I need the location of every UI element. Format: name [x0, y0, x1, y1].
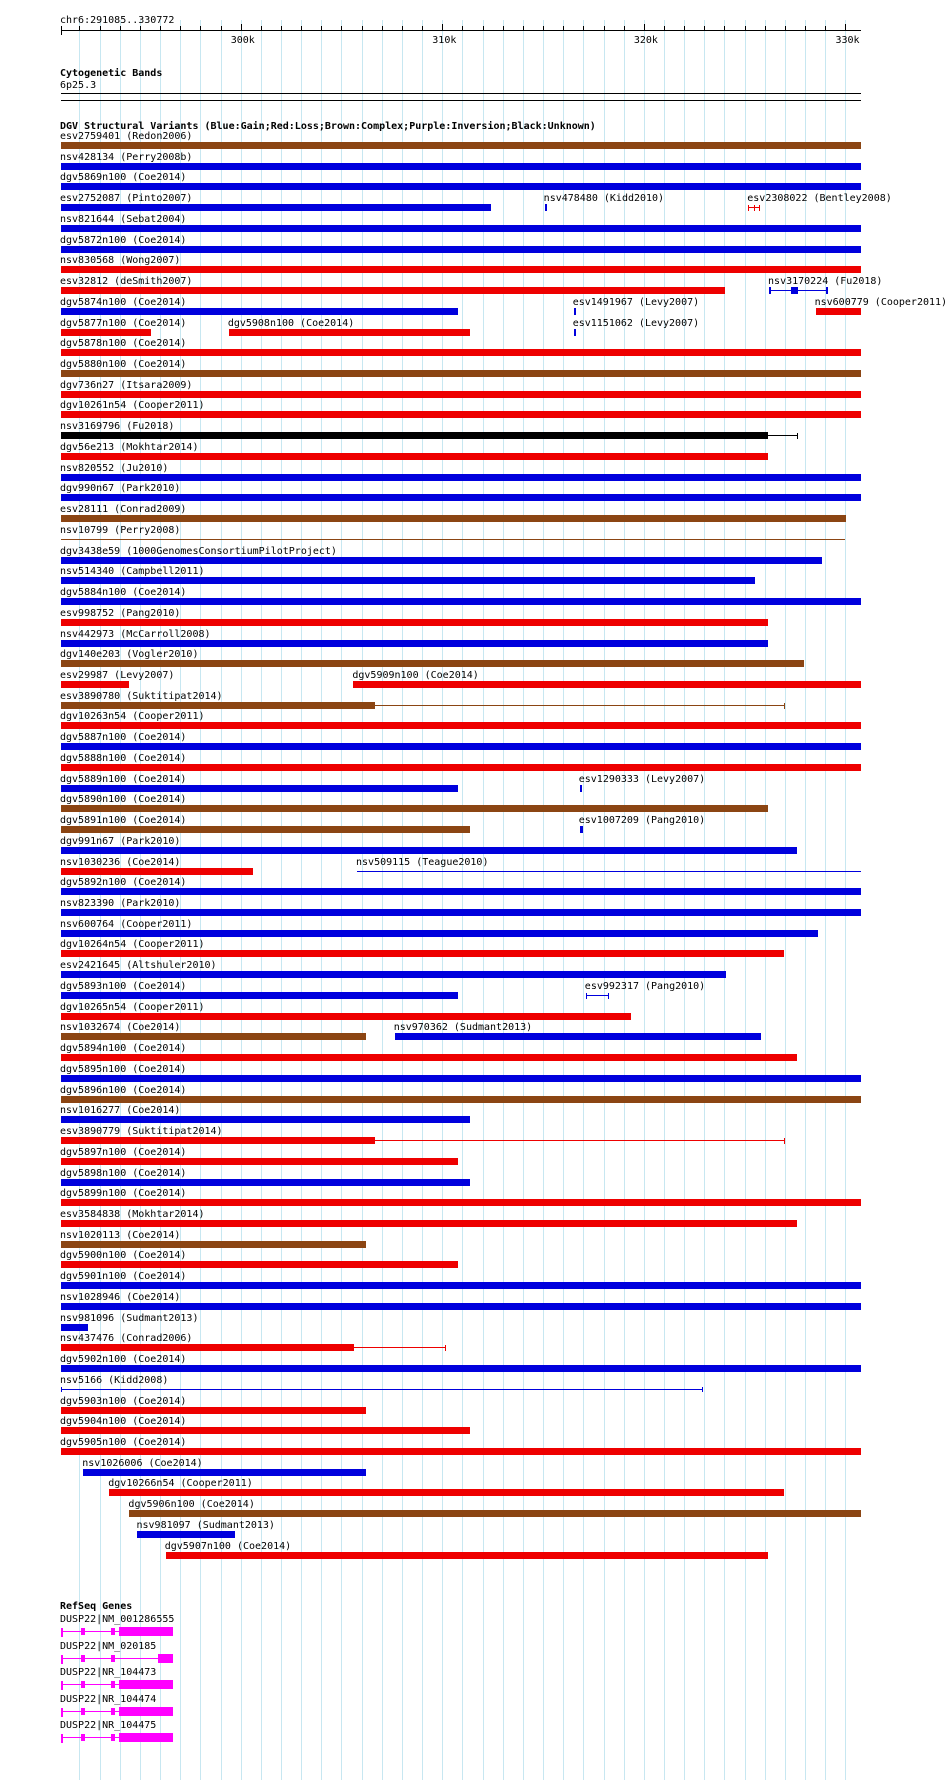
gene-exon [61, 1734, 63, 1743]
variant-label: dgv5872n100 (Coe2014) [60, 234, 187, 246]
ruler-tick [624, 26, 625, 30]
ruler-tick [281, 26, 282, 30]
variant-bar [580, 826, 584, 833]
variant-label: esv28111 (Conrad2009) [60, 504, 187, 516]
variant-bar [61, 1220, 797, 1227]
ruler-tick [845, 24, 846, 31]
variant-end [784, 1138, 785, 1144]
variant-end [784, 703, 785, 709]
variant-label: nsv514340 (Campbell2011) [60, 566, 205, 578]
variant-bar [61, 1096, 861, 1103]
variant-bar [61, 453, 768, 460]
ruler-tick [644, 24, 645, 31]
ruler-tick [442, 24, 443, 31]
variant-connector [375, 1140, 784, 1141]
variant-label: dgv5895n100 (Coe2014) [60, 1063, 187, 1075]
gene-exon [61, 1708, 63, 1717]
gene-label: DUSP22|NR_104474 [60, 1693, 157, 1705]
variant-bar [61, 411, 861, 418]
gene-label: DUSP22|NM_020185 [60, 1640, 157, 1652]
variant-bar [61, 1448, 861, 1455]
variant-label: dgv56e213 (Mokhtar2014) [60, 441, 199, 453]
variant-label: nsv981096 (Sudmant2013) [60, 1312, 199, 1324]
variant-bar [586, 995, 609, 996]
gene-label: DUSP22|NM_001286555 [60, 1614, 175, 1625]
gene-exon [111, 1628, 115, 1635]
variant-bar [83, 1469, 366, 1476]
gene-exon [111, 1708, 115, 1715]
variant-bar [61, 1054, 797, 1061]
variant-bar [61, 515, 846, 522]
variant-end [586, 993, 587, 999]
variant-label: dgv5906n100 (Coe2014) [128, 1499, 255, 1511]
variant-label: dgv5878n100 (Coe2014) [60, 338, 187, 350]
variant-bar [61, 204, 491, 211]
variant-label: dgv5899n100 (Coe2014) [60, 1188, 187, 1200]
gene-intron [63, 1711, 81, 1712]
ruler-tick [724, 26, 725, 30]
variant-label: nsv1026006 (Coe2014) [82, 1457, 203, 1469]
variant-bar [61, 826, 470, 833]
ruler-tick [140, 26, 141, 30]
variant-label: nsv509115 (Teague2010) [356, 856, 489, 868]
variant-label: esv998752 (Pang2010) [60, 607, 181, 619]
ruler-tick [301, 26, 302, 30]
ruler-tick [160, 26, 161, 30]
variant-bar [61, 432, 768, 439]
variant-bar [61, 1179, 470, 1186]
variant-bar [61, 888, 861, 895]
variant-bar [61, 266, 861, 273]
variant-label: esv1007209 (Pang2010) [578, 815, 706, 827]
ruler-tick [503, 26, 504, 30]
ruler-tick [362, 26, 363, 30]
variant-label: esv1491967 (Levy2007) [572, 296, 700, 308]
gene-intron [85, 1737, 110, 1738]
variant-bar [61, 640, 768, 647]
gene-intron [63, 1631, 81, 1632]
variant-label: esv2759401 (Redon2006) [60, 131, 193, 142]
ruler-tick [583, 26, 584, 30]
variant-label: dgv5894n100 (Coe2014) [60, 1043, 187, 1055]
variant-bar [61, 1137, 375, 1144]
variant-bar [61, 1033, 366, 1040]
variant-bar [545, 204, 547, 211]
variant-label: dgv5896n100 (Coe2014) [60, 1084, 187, 1096]
ruler-tick [785, 26, 786, 30]
variant-label: dgv5905n100 (Coe2014) [60, 1436, 187, 1448]
ruler-tick [402, 26, 403, 30]
ruler-tick [604, 26, 605, 30]
variant-bar [61, 577, 755, 584]
variant-label: esv2308022 (Bentley2008) [747, 193, 892, 205]
variant-bar [61, 1344, 354, 1351]
variant-bar [61, 1324, 88, 1331]
variant-label: esv3890780 (Suktitipat2014) [60, 690, 223, 702]
variant-connector [768, 435, 796, 436]
variant-bar [580, 785, 582, 792]
variant-bar [61, 142, 861, 149]
variant-label: nsv1020113 (Coe2014) [60, 1229, 181, 1241]
variant-label: nsv478480 (Kidd2010) [543, 193, 665, 205]
gene-intron [63, 1737, 81, 1738]
variant-label: dgv5877n100 (Coe2014) [60, 317, 187, 329]
variant-bar [61, 370, 861, 377]
gene-exon [81, 1734, 86, 1741]
gene-intron [85, 1658, 110, 1659]
gene-exon [111, 1734, 115, 1741]
variant-bar [61, 950, 784, 957]
variant-label: dgv5884n100 (Coe2014) [60, 587, 187, 599]
gene-exon [61, 1681, 63, 1690]
ruler-location: chr6:291085..330772 [60, 15, 175, 26]
variant-connector [354, 1347, 445, 1348]
variant-bar [61, 743, 861, 750]
variant-label: dgv5908n100 (Coe2014) [227, 317, 355, 329]
variant-label: dgv991n67 (Park2010) [60, 835, 181, 847]
variant-label: dgv5904n100 (Coe2014) [60, 1416, 187, 1428]
variant-bar [61, 163, 861, 170]
variant-label: dgv140e203 (Vogler2010) [60, 649, 199, 661]
variant-label: dgv3438e59 (1000GenomesConsortiumPilotProject) [60, 545, 337, 557]
variant-bar [61, 992, 458, 999]
variant-bar [574, 308, 576, 315]
variant-label: dgv5901n100 (Coe2014) [60, 1271, 187, 1283]
variant-bar [61, 329, 151, 336]
variant-bar [61, 183, 861, 190]
gene-intron [85, 1684, 110, 1685]
variant-label: esv32812 (deSmith2007) [60, 276, 193, 288]
variant-bar [61, 539, 845, 540]
ruler-line [61, 30, 861, 31]
variant-label: nsv1032674 (Coe2014) [60, 1022, 181, 1034]
variant-label: nsv3169796 (Fu2018) [60, 421, 175, 433]
ruler-tick-label: 310k [432, 35, 457, 46]
variant-bar [61, 494, 861, 501]
variant-bar [61, 225, 861, 232]
cytoband-track-title: Cytogenetic Bands [60, 68, 163, 79]
variant-bar [61, 909, 861, 916]
ruler-tick [543, 26, 544, 30]
variant-bar [61, 702, 375, 709]
variant-bar [61, 847, 797, 854]
variant-label: nsv10799 (Perry2008) [60, 524, 181, 536]
variant-label: dgv5907n100 (Coe2014) [164, 1540, 292, 1552]
variant-bar [61, 868, 253, 875]
ruler-tick [382, 26, 383, 30]
ruler-tick [200, 26, 201, 30]
variant-label: esv3584838 (Mokhtar2014) [60, 1208, 205, 1220]
ruler-tick [765, 26, 766, 30]
variant-bar [61, 1013, 631, 1020]
variant-bar [61, 660, 804, 667]
variant-label: dgv5888n100 (Coe2014) [60, 752, 187, 764]
variant-label: dgv5900n100 (Coe2014) [60, 1250, 187, 1262]
variant-label: nsv3170224 (Fu2018) [768, 276, 883, 288]
variant-label: dgv5889n100 (Coe2014) [60, 773, 187, 785]
ruler-tick [664, 26, 665, 30]
variant-bar [61, 1365, 861, 1372]
variant-bar [574, 329, 576, 336]
variant-label: dgv5898n100 (Coe2014) [60, 1167, 187, 1179]
ruler-tick [704, 26, 705, 30]
variant-bar [61, 474, 861, 481]
variant-bar [61, 1158, 458, 1165]
variant-bar [61, 785, 458, 792]
variant-end [754, 205, 755, 211]
gene-exon [61, 1655, 63, 1664]
variant-bar [61, 1261, 458, 1268]
variant-bar [61, 391, 861, 398]
ruler-tick [79, 26, 80, 30]
gene-intron [115, 1658, 158, 1659]
variant-label: dgv5903n100 (Coe2014) [60, 1395, 187, 1407]
variant-label: dgv5880n100 (Coe2014) [60, 359, 187, 371]
gene-exon [119, 1627, 172, 1636]
ruler-tick [805, 26, 806, 30]
ruler-tick [321, 26, 322, 30]
variant-label: dgv10264n54 (Cooper2011) [60, 939, 205, 951]
variant-bar [826, 287, 828, 294]
ruler-tick [422, 26, 423, 30]
variant-label: esv2752087 (Pinto2007) [60, 193, 193, 205]
variant-label: dgv990n67 (Park2010) [60, 483, 181, 495]
variant-label: nsv823390 (Park2010) [60, 898, 181, 909]
gene-exon [81, 1655, 86, 1662]
variant-bar [791, 287, 798, 294]
gene-exon [119, 1733, 172, 1742]
variant-label: dgv5887n100 (Coe2014) [60, 732, 187, 744]
variant-end [608, 993, 609, 999]
variant-bar [229, 329, 470, 336]
variant-bar [109, 1489, 783, 1496]
ruler-tick-label: 300k [230, 35, 255, 46]
variant-bar [769, 287, 771, 294]
track-separator [61, 100, 861, 101]
ruler-tick [341, 26, 342, 30]
cytoband-label: 6p25.3 [60, 80, 97, 91]
variant-label: dgv5902n100 (Coe2014) [60, 1354, 187, 1366]
ruler-tick [825, 26, 826, 30]
variant-label: dgv5869n100 (Coe2014) [60, 172, 187, 184]
gene-exon [119, 1707, 172, 1716]
variant-label: nsv1030236 (Coe2014) [60, 856, 181, 868]
variant-bar [61, 971, 726, 978]
gene-label: DUSP22|NR_104473 [60, 1667, 157, 1679]
variant-label: dgv10266n54 (Cooper2011) [108, 1478, 253, 1490]
gene-exon [111, 1655, 115, 1662]
variant-end [702, 1387, 703, 1392]
variant-bar [166, 1552, 769, 1559]
gene-exon [81, 1708, 86, 1715]
variant-label: esv992317 (Pang2010) [584, 980, 706, 992]
ruler-tick [261, 26, 262, 30]
variant-label: dgv10263n54 (Cooper2011) [60, 711, 205, 723]
ruler-tick-label: 330k [835, 35, 860, 46]
variant-end [797, 433, 798, 439]
variant-bar [357, 871, 861, 872]
variant-label: nsv970362 (Sudmant2013) [393, 1022, 533, 1034]
variant-bar [61, 1282, 861, 1289]
variant-label: esv1290333 (Levy2007) [578, 773, 706, 785]
variant-bar [61, 308, 458, 315]
variant-bar [61, 764, 861, 771]
variant-bar [61, 1303, 861, 1310]
variant-label: nsv1016277 (Coe2014) [60, 1105, 181, 1117]
ruler-tick [462, 26, 463, 30]
ruler-tick [61, 26, 62, 35]
variant-label: dgv5893n100 (Coe2014) [60, 980, 187, 992]
variant-bar [61, 1116, 470, 1123]
variant-bar [61, 619, 768, 626]
ruler-tick [523, 26, 524, 30]
variant-bar [129, 1510, 861, 1517]
variant-label: nsv820552 (Ju2010) [60, 462, 169, 474]
variant-label: dgv5897n100 (Coe2014) [60, 1146, 187, 1158]
variant-end [759, 205, 760, 211]
gene-exon [81, 1681, 86, 1688]
variant-label: nsv1028946 (Coe2014) [60, 1291, 181, 1303]
variant-connector [375, 705, 784, 706]
ruler-tick [221, 26, 222, 30]
variant-bar [137, 1531, 235, 1538]
variant-end [445, 1345, 446, 1351]
variant-label: nsv981097 (Sudmant2013) [136, 1519, 275, 1531]
variant-label: nsv821644 (Sebat2004) [60, 213, 187, 225]
variant-bar [61, 246, 861, 253]
variant-label: esv1151062 (Levy2007) [572, 317, 700, 329]
variant-label: nsv437476 (Conrad2006) [60, 1333, 193, 1345]
variant-label: esv29987 (Levy2007) [60, 669, 175, 681]
variant-bar [61, 287, 725, 294]
variant-label: dgv10261n54 (Cooper2011) [60, 400, 205, 412]
variant-label: dgv5892n100 (Coe2014) [60, 877, 187, 889]
variant-bar [61, 598, 861, 605]
variant-bar [61, 805, 768, 812]
variant-bar [61, 1407, 366, 1414]
variant-bar [61, 1241, 366, 1248]
variant-label: esv3890779 (Suktitipat2014) [60, 1126, 223, 1138]
ruler-tick [684, 26, 685, 30]
variant-label: nsv5166 (Kidd2008) [60, 1374, 169, 1386]
gene-intron [63, 1684, 81, 1685]
variant-bar [61, 1075, 861, 1082]
gene-intron [63, 1658, 81, 1659]
variant-bar [61, 681, 129, 688]
gene-exon [111, 1681, 115, 1688]
variant-end [748, 205, 749, 211]
variant-label: nsv442973 (McCarroll2008) [60, 628, 211, 640]
variant-label: dgv5909n100 (Coe2014) [352, 669, 479, 681]
ruler-tick [120, 26, 121, 30]
variant-bar [61, 349, 861, 356]
variant-bar [353, 681, 861, 688]
variant-label: esv2421645 (Altshuler2010) [60, 960, 217, 972]
variant-bar [61, 1427, 470, 1434]
variant-bar [61, 930, 818, 937]
variant-end [61, 1387, 62, 1392]
variant-label: nsv600764 (Cooper2011) [60, 918, 193, 930]
gene-intron [85, 1631, 110, 1632]
ruler-tick [745, 26, 746, 30]
variant-bar [395, 1033, 761, 1040]
ruler-tick [563, 26, 564, 30]
variant-bar [61, 722, 861, 729]
variant-bar [61, 1199, 861, 1206]
variant-bar [816, 308, 861, 315]
variant-label: nsv428134 (Perry2008b) [60, 151, 193, 163]
variant-bar [61, 557, 822, 564]
dgv-track-title: DGV Structural Variants (Blue:Gain;Red:Loss;Brown:Complex;Purple:Inversion;Black:Unknown) [60, 121, 596, 132]
variant-label: dgv5890n100 (Coe2014) [60, 794, 187, 806]
refseq-track-title: RefSeq Genes [60, 1601, 133, 1612]
ruler-tick [483, 26, 484, 30]
ruler-tick [100, 26, 101, 30]
gene-exon [158, 1654, 173, 1663]
variant-label: nsv600779 (Cooper2011) [814, 296, 947, 308]
variant-label: dgv736n27 (Itsara2009) [60, 379, 193, 391]
ruler-tick [180, 26, 181, 30]
variant-label: dgv5891n100 (Coe2014) [60, 815, 187, 827]
gene-exon [61, 1628, 63, 1637]
variant-bar [61, 1389, 702, 1390]
gene-exon [81, 1628, 86, 1635]
variant-label: dgv5874n100 (Coe2014) [60, 296, 187, 308]
variant-label: dgv10265n54 (Cooper2011) [60, 1001, 205, 1013]
cytoband-line [61, 93, 861, 94]
variant-connector [769, 290, 828, 291]
ruler-tick-label: 320k [633, 35, 658, 46]
variant-label: nsv830568 (Wong2007) [60, 255, 181, 267]
ruler-tick [241, 24, 242, 31]
gene-label: DUSP22|NR_104475 [60, 1720, 157, 1732]
gene-exon [119, 1680, 172, 1689]
gene-intron [85, 1711, 110, 1712]
